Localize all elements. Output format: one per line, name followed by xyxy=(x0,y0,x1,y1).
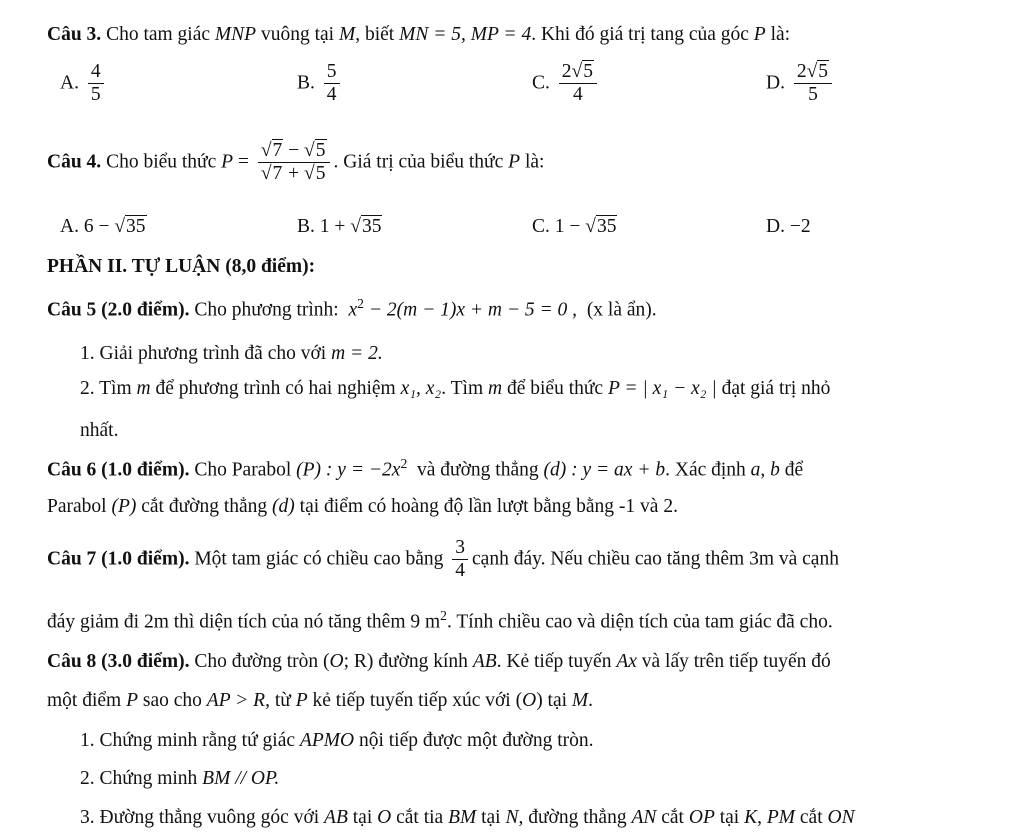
q5-item-2-cont: nhất. xyxy=(80,420,119,441)
q6-statement: Câu 6 (1.0 điểm). Cho Parabol (P) : $y = -2x^2$ và đường thẳng (d) : y = ax + b. Xác định a, b để xyxy=(47,456,804,481)
q7-line-2: đáy giảm đi 2m thì diện tích của nó tăng thêm 9 $m^2$. Tính chiều cao và diện tích của tam giác đã cho. xyxy=(47,608,833,633)
q8-item-3: 3. Đường thẳng vuông góc với AB tại O cắt tia BM tại N, đường thẳng AN cắt OP tại K, PM cắt ON xyxy=(80,807,855,828)
q8-statement: Câu 8 (3.0 điểm). Cho đường tròn (O; R) đường kính AB. Kẻ tiếp tuyến Ax và lấy trên tiếp tuyến đó xyxy=(47,651,831,672)
q4-option-a: A. 6 − √35 xyxy=(60,216,146,237)
q4-statement: Câu 4. Cho biểu thức P = $\frac{√7 - √5}{√7 + √5}$ . Giá trị của biểu thức P là: xyxy=(47,140,545,185)
q3-label: Câu 3. xyxy=(47,24,102,45)
q4-label: Câu 4. xyxy=(47,151,102,173)
q3-option-d: D. $\frac{2√5}{5}$ xyxy=(766,62,836,106)
fraction: $\frac{2√5}{4}$ xyxy=(559,62,597,106)
q4-option-c: C. 1 − √35 xyxy=(532,216,617,237)
q7-label: Câu 7 (1.0 điểm). xyxy=(47,548,190,570)
fraction: $\frac{2√5}{5}$ xyxy=(794,62,832,106)
q8-item-1: 1. Chứng minh rằng tứ giác APMO nội tiếp được một đường tròn. xyxy=(80,730,594,751)
q3-option-c: C. $\frac{2√5}{4}$ xyxy=(532,62,601,106)
fraction: $\frac{4}{5}$ xyxy=(88,62,104,106)
q3-statement: Câu 3. Cho tam giác MNP vuông tại M, biết MN = 5, MP = 4. Khi đó giá trị tang của góc P là: xyxy=(47,24,791,45)
q5-item-2: 2. Tìm m để phương trình có hai nghiệm x₁, x₂. Tìm m để biểu thức P = | x₁ − x₂ | đạt giá trị nhỏ xyxy=(80,378,831,399)
fraction: $\frac{3}{4}$ xyxy=(452,538,468,582)
q6-line-2: Parabol (P) cắt đường thẳng (d) tại điểm có hoàng độ lần lượt bằng bằng -1 và 2. xyxy=(47,496,678,517)
q5-label: Câu 5 (2.0 điểm). xyxy=(47,299,190,321)
q6-label: Câu 6 (1.0 điểm). xyxy=(47,459,190,481)
q4-option-b: B. 1 + √35 xyxy=(297,216,382,237)
q8-line-2: một điểm P sao cho AP > R, từ P kẻ tiếp tuyến tiếp xúc với (O) tại M. xyxy=(47,690,594,711)
q4-option-d: D. −2 xyxy=(766,216,811,237)
fraction: $\frac{5}{4}$ xyxy=(324,62,340,106)
q5-statement: Câu 5 (2.0 điểm). Cho phương trình: $x^2 - 2(m - 1)x + m - 5 = 0$ , (x là ẩn). xyxy=(47,296,657,321)
q7-statement: Câu 7 (1.0 điểm). Một tam giác có chiều cao bằng $\frac{3}{4}$ cạnh đáy. Nếu chiều cao tăng thêm 3m và cạnh xyxy=(47,537,839,582)
q5-item-1: 1. Giải phương trình đã cho với m = 2. xyxy=(80,343,383,364)
q8-label: Câu 8 (3.0 điểm). xyxy=(47,651,190,672)
part2-heading: PHẦN II. TỰ LUẬN (8,0 điểm): xyxy=(47,256,316,277)
q3-option-a: A. $\frac{4}{5}$ xyxy=(60,62,108,106)
q8-item-2: 2. Chứng minh BM // OP. xyxy=(80,768,280,789)
q3-option-b: B. $\frac{5}{4}$ xyxy=(297,62,344,106)
fraction: $\frac{√7 - √5}{√7 + √5}$ xyxy=(258,141,330,185)
